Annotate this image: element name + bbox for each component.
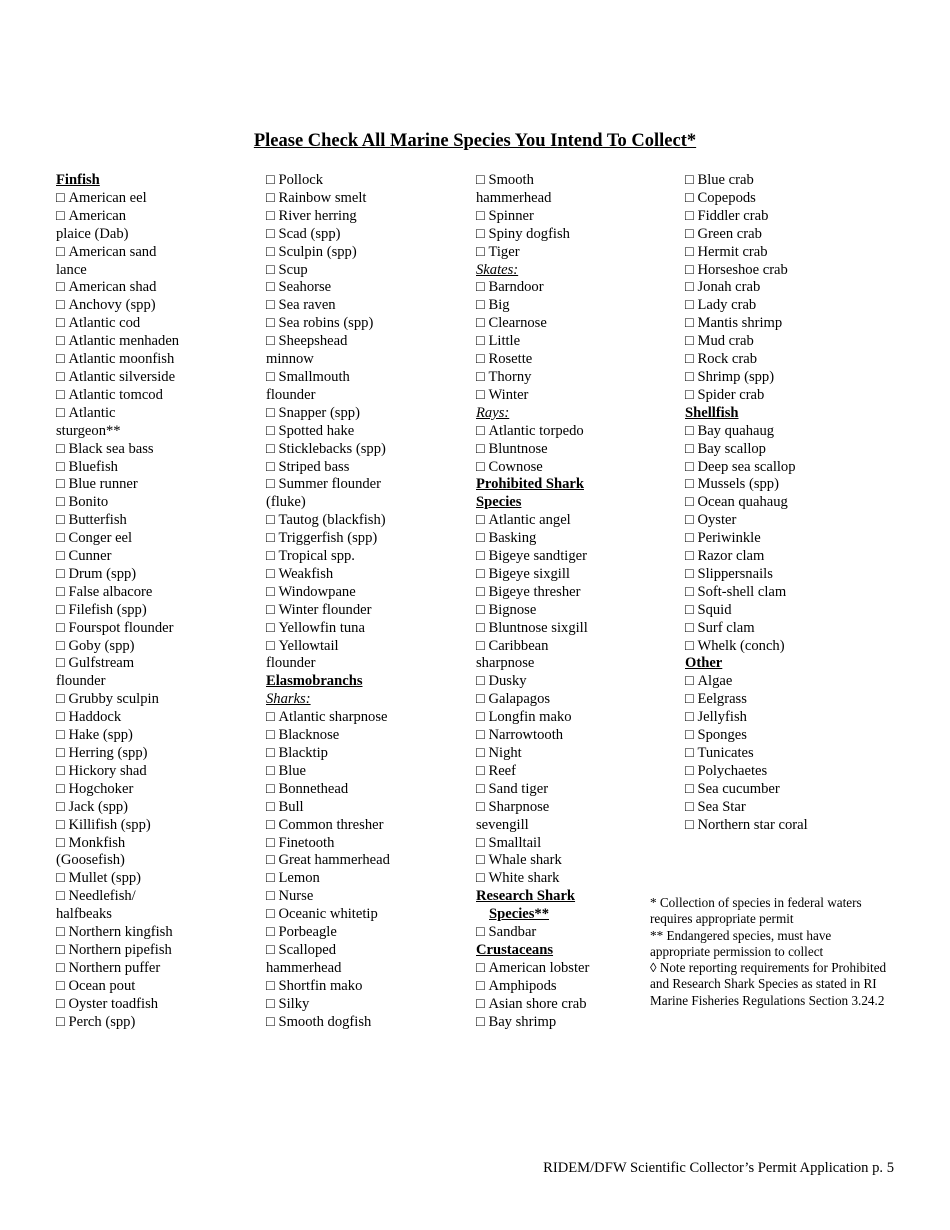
species-checkbox-item[interactable]: □ Green crab bbox=[685, 226, 890, 244]
species-item-continuation: flounder bbox=[266, 386, 316, 403]
species-checkbox-item[interactable]: □ Little bbox=[476, 333, 681, 351]
species-checkbox-item[interactable]: □ Bull bbox=[266, 799, 471, 817]
species-checkbox-item[interactable]: □ Bluntnose bbox=[476, 441, 681, 459]
species-checkbox-item[interactable]: □ Smooth bbox=[476, 172, 681, 190]
species-checkbox-item[interactable]: □ Copepods bbox=[685, 190, 890, 208]
species-checkbox-item[interactable]: □ Night bbox=[476, 745, 681, 763]
species-checkbox-item[interactable]: □ Big bbox=[476, 297, 681, 315]
species-checkbox-item[interactable]: □ Yellowfin tuna bbox=[266, 620, 471, 638]
species-checkbox-item[interactable]: □ Bay scallop bbox=[685, 441, 890, 459]
species-checkbox-item[interactable]: □ Rock crab bbox=[685, 351, 890, 369]
species-checkbox-item[interactable]: □ Atlantic moonfish bbox=[56, 351, 261, 369]
species-item-continuation: minnow bbox=[266, 351, 314, 368]
species-checkbox-item[interactable]: □ Yellowtail bbox=[266, 638, 471, 656]
species-checkbox-item[interactable]: □ Atlantic bbox=[56, 405, 261, 423]
species-column-1 bbox=[56, 172, 261, 1032]
category-heading: Species** bbox=[489, 906, 549, 923]
species-checkbox-item[interactable]: □ Atlantic cod bbox=[56, 315, 261, 333]
species-checkbox-item[interactable]: □ Sea cucumber bbox=[685, 781, 890, 799]
species-checkbox-item[interactable]: □ Atlantic tomcod bbox=[56, 387, 261, 405]
species-checkbox-item[interactable]: □ Filefish (spp) bbox=[56, 602, 261, 620]
species-checkbox-item[interactable]: □ Lemon bbox=[266, 870, 471, 888]
species-checkbox-item[interactable]: □ Squid bbox=[685, 602, 890, 620]
species-checkbox-item[interactable]: □ Bonnethead bbox=[266, 781, 471, 799]
species-checkbox-item[interactable]: □ Bay shrimp bbox=[476, 1014, 681, 1032]
category-heading: Other bbox=[685, 655, 723, 672]
species-checkbox-item[interactable]: □ Polychaetes bbox=[685, 763, 890, 781]
species-checkbox-item[interactable]: □ Clearnose bbox=[476, 315, 681, 333]
footnote-line: ◊ Note reporting requirements for Prohibited bbox=[650, 960, 887, 976]
subcategory-heading: Skates: bbox=[476, 261, 519, 278]
species-checkbox-item[interactable]: □ Needlefish/ bbox=[56, 888, 261, 906]
species-checkbox-item[interactable]: □ Cunner bbox=[56, 548, 261, 566]
species-item-continuation: (fluke) bbox=[266, 494, 306, 511]
species-checkbox-item[interactable]: □ Sheepshead bbox=[266, 333, 471, 351]
species-checkbox-item[interactable]: □ Great hammerhead bbox=[266, 852, 471, 870]
species-checkbox-item[interactable]: □ Oceanic whitetip bbox=[266, 906, 471, 924]
category-heading: Research Shark bbox=[476, 888, 576, 905]
species-checkbox-item[interactable]: □ Hermit crab bbox=[685, 244, 890, 262]
category-heading: Crustaceans bbox=[476, 941, 554, 958]
species-item-continuation: halfbeaks bbox=[56, 906, 112, 923]
species-checkbox-item[interactable]: □ Periwinkle bbox=[685, 530, 890, 548]
species-checkbox-item[interactable]: □ Surf clam bbox=[685, 620, 890, 638]
species-item-continuation: flounder bbox=[56, 673, 106, 690]
species-checkbox-item[interactable]: □ Sea robins (spp) bbox=[266, 315, 471, 333]
species-checkbox-item[interactable]: □ Scup bbox=[266, 262, 471, 280]
species-checkbox-item[interactable]: □ Atlantic silverside bbox=[56, 369, 261, 387]
species-checkbox-item[interactable]: □ American shad bbox=[56, 279, 261, 297]
species-item-continuation: plaice (Dab) bbox=[56, 225, 129, 242]
species-checkbox-item[interactable]: □ Deep sea scallop bbox=[685, 459, 890, 477]
species-checkbox-item[interactable]: □ American lobster bbox=[476, 960, 681, 978]
species-checkbox-item[interactable]: □ Narrowtooth bbox=[476, 727, 681, 745]
species-checkbox-item[interactable]: □ Shortfin mako bbox=[266, 978, 471, 996]
species-checkbox-item[interactable]: □ Galapagos bbox=[476, 691, 681, 709]
species-checkbox-item[interactable]: □ Algae bbox=[685, 673, 890, 691]
species-checkbox-item[interactable]: □ Anchovy (spp) bbox=[56, 297, 261, 315]
species-checkbox-item[interactable]: □ American sand bbox=[56, 244, 261, 262]
category-heading: Species bbox=[476, 494, 522, 511]
species-checkbox-item[interactable]: □ Winter flounder bbox=[266, 602, 471, 620]
species-checkbox-item[interactable]: □ Ocean quahaug bbox=[685, 494, 890, 512]
species-checkbox-item[interactable]: □ Northern star coral bbox=[685, 817, 890, 835]
species-checkbox-item[interactable]: □ Razor clam bbox=[685, 548, 890, 566]
species-checkbox-item[interactable]: □ Tiger bbox=[476, 244, 681, 262]
species-checkbox-item[interactable]: □ Striped bass bbox=[266, 459, 471, 477]
species-item-continuation: flounder bbox=[266, 655, 316, 672]
species-checkbox-item[interactable]: □ Soft-shell clam bbox=[685, 584, 890, 602]
species-checkbox-item[interactable]: □ Porbeagle bbox=[266, 924, 471, 942]
species-checkbox-item[interactable]: □ Sharpnose bbox=[476, 799, 681, 817]
species-checkbox-item[interactable]: □ Atlantic menhaden bbox=[56, 333, 261, 351]
species-checkbox-item[interactable]: □ Snapper (spp) bbox=[266, 405, 471, 423]
species-checkbox-item[interactable]: □ Tropical spp. bbox=[266, 548, 471, 566]
species-checkbox-item[interactable]: □ Atlantic sharpnose bbox=[266, 709, 471, 727]
footnote-line: Marine Fisheries Regulations Section 3.24.2 bbox=[650, 992, 885, 1008]
species-checkbox-item[interactable]: □ Oyster bbox=[685, 512, 890, 530]
footnote-line: and Research Shark Species as stated in RI bbox=[650, 976, 877, 992]
species-checkbox-item[interactable]: □ Blacktip bbox=[266, 745, 471, 763]
species-checkbox-item[interactable]: □ Mullet (spp) bbox=[56, 870, 261, 888]
species-checkbox-item[interactable]: □ Bluefish bbox=[56, 459, 261, 477]
species-item-continuation: lance bbox=[56, 261, 87, 278]
footnote-line: ** Endangered species, must have bbox=[650, 927, 832, 943]
species-checkbox-item[interactable]: □ Herring (spp) bbox=[56, 745, 261, 763]
species-checkbox-item[interactable]: □ Bigeye thresher bbox=[476, 584, 681, 602]
species-checkbox-item[interactable]: □ Tautog (blackfish) bbox=[266, 512, 471, 530]
species-checkbox-item[interactable]: □ Black sea bass bbox=[56, 441, 261, 459]
species-checkbox-item[interactable]: □ Hickory shad bbox=[56, 763, 261, 781]
species-checkbox-item[interactable]: □ Spotted hake bbox=[266, 423, 471, 441]
species-checkbox-item[interactable]: □ Drum (spp) bbox=[56, 566, 261, 584]
species-checkbox-item[interactable]: □ White shark bbox=[476, 870, 681, 888]
species-checkbox-item[interactable]: □ Slippersnails bbox=[685, 566, 890, 584]
species-checkbox-item[interactable]: □ Horseshoe crab bbox=[685, 262, 890, 280]
species-checkbox-item[interactable]: □ Butterfish bbox=[56, 512, 261, 530]
species-checkbox-item[interactable]: □ Sea raven bbox=[266, 297, 471, 315]
footnotes bbox=[650, 895, 920, 1009]
species-item-continuation: hammerhead bbox=[266, 959, 342, 976]
species-checkbox-item[interactable]: □ Sculpin (spp) bbox=[266, 244, 471, 262]
species-checkbox-item[interactable]: □ Blacknose bbox=[266, 727, 471, 745]
species-checkbox-item[interactable]: □ Perch (spp) bbox=[56, 1014, 261, 1032]
species-checkbox-item[interactable]: □ Northern puffer bbox=[56, 960, 261, 978]
species-checkbox-item[interactable]: □ Atlantic angel bbox=[476, 512, 681, 530]
species-checkbox-item[interactable]: □ Blue bbox=[266, 763, 471, 781]
species-checkbox-item[interactable]: □ Goby (spp) bbox=[56, 638, 261, 656]
species-checkbox-item[interactable]: □ Bay quahaug bbox=[685, 423, 890, 441]
species-checkbox-item[interactable]: □ Sponges bbox=[685, 727, 890, 745]
footnote-line: * Collection of species in federal waters bbox=[650, 895, 862, 910]
species-checkbox-item[interactable]: □ River herring bbox=[266, 208, 471, 226]
species-checkbox-item[interactable]: □ Sandbar bbox=[476, 924, 681, 942]
species-checkbox-item[interactable]: □ Weakfish bbox=[266, 566, 471, 584]
footnote-line: appropriate permission to collect bbox=[650, 943, 824, 959]
species-checkbox-item[interactable]: □ Tunicates bbox=[685, 745, 890, 763]
category-heading: Shellfish bbox=[685, 404, 739, 421]
species-column-2 bbox=[266, 172, 471, 1032]
species-checkbox-item[interactable]: □ Hogchoker bbox=[56, 781, 261, 799]
species-checkbox-item[interactable]: □ Grubby sculpin bbox=[56, 691, 261, 709]
species-checkbox-item[interactable]: □ Pollock bbox=[266, 172, 471, 190]
species-checkbox-item[interactable]: □ Bignose bbox=[476, 602, 681, 620]
species-checkbox-item[interactable]: □ Northern kingfish bbox=[56, 924, 261, 942]
species-checkbox-item[interactable]: □ Hake (spp) bbox=[56, 727, 261, 745]
species-checkbox-item[interactable]: □ Blue crab bbox=[685, 172, 890, 190]
species-checkbox-item[interactable]: □ Caribbean bbox=[476, 638, 681, 656]
species-checkbox-item[interactable]: □ Spider crab bbox=[685, 387, 890, 405]
species-checkbox-item[interactable]: □ Oyster toadfish bbox=[56, 996, 261, 1014]
species-checkbox-item[interactable]: □ Blue runner bbox=[56, 476, 261, 494]
category-heading: Prohibited Shark bbox=[476, 476, 584, 493]
species-checkbox-item[interactable]: □ Atlantic torpedo bbox=[476, 423, 681, 441]
species-checkbox-item[interactable]: □ Sticklebacks (spp) bbox=[266, 441, 471, 459]
species-checkbox-item[interactable]: □ American bbox=[56, 208, 261, 226]
species-checkbox-item[interactable]: □ Fiddler crab bbox=[685, 208, 890, 226]
species-checkbox-item[interactable]: □ Conger eel bbox=[56, 530, 261, 548]
species-checkbox-item[interactable]: □ Smalltail bbox=[476, 835, 681, 853]
species-checkbox-item[interactable]: □ Eelgrass bbox=[685, 691, 890, 709]
species-checkbox-item[interactable]: □ Spiny dogfish bbox=[476, 226, 681, 244]
species-checkbox-item[interactable]: □ Smallmouth bbox=[266, 369, 471, 387]
species-checkbox-item[interactable]: □ Spinner bbox=[476, 208, 681, 226]
species-checkbox-item[interactable]: □ Ocean pout bbox=[56, 978, 261, 996]
page-footer: RIDEM/DFW Scientific Collector’s Permit Application p. 5 bbox=[543, 1160, 894, 1176]
species-checkbox-item[interactable]: □ Finetooth bbox=[266, 835, 471, 853]
species-checkbox-item[interactable]: □ Scalloped bbox=[266, 942, 471, 960]
species-checkbox-item[interactable]: □ Summer flounder bbox=[266, 476, 471, 494]
species-checkbox-item[interactable]: □ Bigeye sixgill bbox=[476, 566, 681, 584]
species-checkbox-item[interactable]: □ Sea Star bbox=[685, 799, 890, 817]
species-checkbox-item[interactable]: □ Mantis shrimp bbox=[685, 315, 890, 333]
species-checkbox-item[interactable]: □ American eel bbox=[56, 190, 261, 208]
species-checkbox-item[interactable]: □ Jack (spp) bbox=[56, 799, 261, 817]
species-checkbox-item[interactable]: □ Bluntnose sixgill bbox=[476, 620, 681, 638]
species-checkbox-item[interactable]: □ Amphipods bbox=[476, 978, 681, 996]
species-checkbox-item[interactable]: □ Jonah crab bbox=[685, 279, 890, 297]
category-heading: Finfish bbox=[56, 172, 100, 188]
species-checkbox-item[interactable]: □ Smooth dogfish bbox=[266, 1014, 471, 1032]
species-checkbox-item[interactable]: □ Jellyfish bbox=[685, 709, 890, 727]
species-checkbox-item[interactable]: □ Triggerfish (spp) bbox=[266, 530, 471, 548]
species-checkbox-item[interactable]: □ Whale shark bbox=[476, 852, 681, 870]
species-item-continuation: hammerhead bbox=[476, 189, 552, 206]
species-checkbox-item[interactable]: □ Longfin mako bbox=[476, 709, 681, 727]
page-title: Please Check All Marine Species You Intend To Collect* bbox=[253, 131, 697, 151]
species-checkbox-item[interactable]: □ Mud crab bbox=[685, 333, 890, 351]
species-checkbox-item[interactable]: □ Whelk (conch) bbox=[685, 638, 890, 656]
species-checkbox-item[interactable]: □ Monkfish bbox=[56, 835, 261, 853]
species-checkbox-item[interactable]: □ Bonito bbox=[56, 494, 261, 512]
species-checkbox-item[interactable]: □ Rainbow smelt bbox=[266, 190, 471, 208]
species-item-continuation: (Goosefish) bbox=[56, 852, 125, 869]
species-item-continuation: sturgeon** bbox=[56, 422, 121, 439]
species-checkbox-item[interactable]: □ Killifish (spp) bbox=[56, 817, 261, 835]
species-checkbox-item[interactable]: □ Lady crab bbox=[685, 297, 890, 315]
species-checkbox-item[interactable]: □ Sand tiger bbox=[476, 781, 681, 799]
species-checkbox-item[interactable]: □ Nurse bbox=[266, 888, 471, 906]
species-checkbox-item[interactable]: □ False albacore bbox=[56, 584, 261, 602]
subcategory-heading: Sharks: bbox=[266, 691, 311, 708]
subcategory-heading: Rays: bbox=[476, 404, 510, 421]
species-checkbox-item[interactable]: □ Asian shore crab bbox=[476, 996, 681, 1014]
species-checkbox-item[interactable]: □ Fourspot flounder bbox=[56, 620, 261, 638]
species-checkbox-item[interactable]: □ Scad (spp) bbox=[266, 226, 471, 244]
species-item-continuation: sharpnose bbox=[476, 655, 535, 672]
species-checkbox-item[interactable]: □ Dusky bbox=[476, 673, 681, 691]
species-item-continuation: sevengill bbox=[476, 816, 529, 833]
species-checkbox-item[interactable]: □ Windowpane bbox=[266, 584, 471, 602]
species-checkbox-item[interactable]: □ Shrimp (spp) bbox=[685, 369, 890, 387]
species-checkbox-item[interactable]: □ Thorny bbox=[476, 369, 681, 387]
species-checkbox-item[interactable]: □ Northern pipefish bbox=[56, 942, 261, 960]
species-checkbox-item[interactable]: □ Common thresher bbox=[266, 817, 471, 835]
species-checkbox-item[interactable]: □ Barndoor bbox=[476, 279, 681, 297]
species-checkbox-item[interactable]: □ Gulfstream bbox=[56, 655, 261, 673]
species-checkbox-item[interactable]: □ Haddock bbox=[56, 709, 261, 727]
species-checkbox-item[interactable]: □ Mussels (spp) bbox=[685, 476, 890, 494]
species-checkbox-item[interactable]: □ Winter bbox=[476, 387, 681, 405]
species-column-4 bbox=[685, 172, 890, 835]
species-checkbox-item[interactable]: □ Bigeye sandtiger bbox=[476, 548, 681, 566]
species-checkbox-item[interactable]: □ Cownose bbox=[476, 459, 681, 477]
species-checkbox-item[interactable]: □ Seahorse bbox=[266, 279, 471, 297]
species-checkbox-item[interactable]: □ Silky bbox=[266, 996, 471, 1014]
species-checkbox-item[interactable]: □ Reef bbox=[476, 763, 681, 781]
category-heading: Elasmobranchs bbox=[266, 673, 363, 690]
species-checkbox-item[interactable]: □ Basking bbox=[476, 530, 681, 548]
footnote-line: requires appropriate permit bbox=[650, 911, 794, 927]
species-checkbox-item[interactable]: □ Rosette bbox=[476, 351, 681, 369]
